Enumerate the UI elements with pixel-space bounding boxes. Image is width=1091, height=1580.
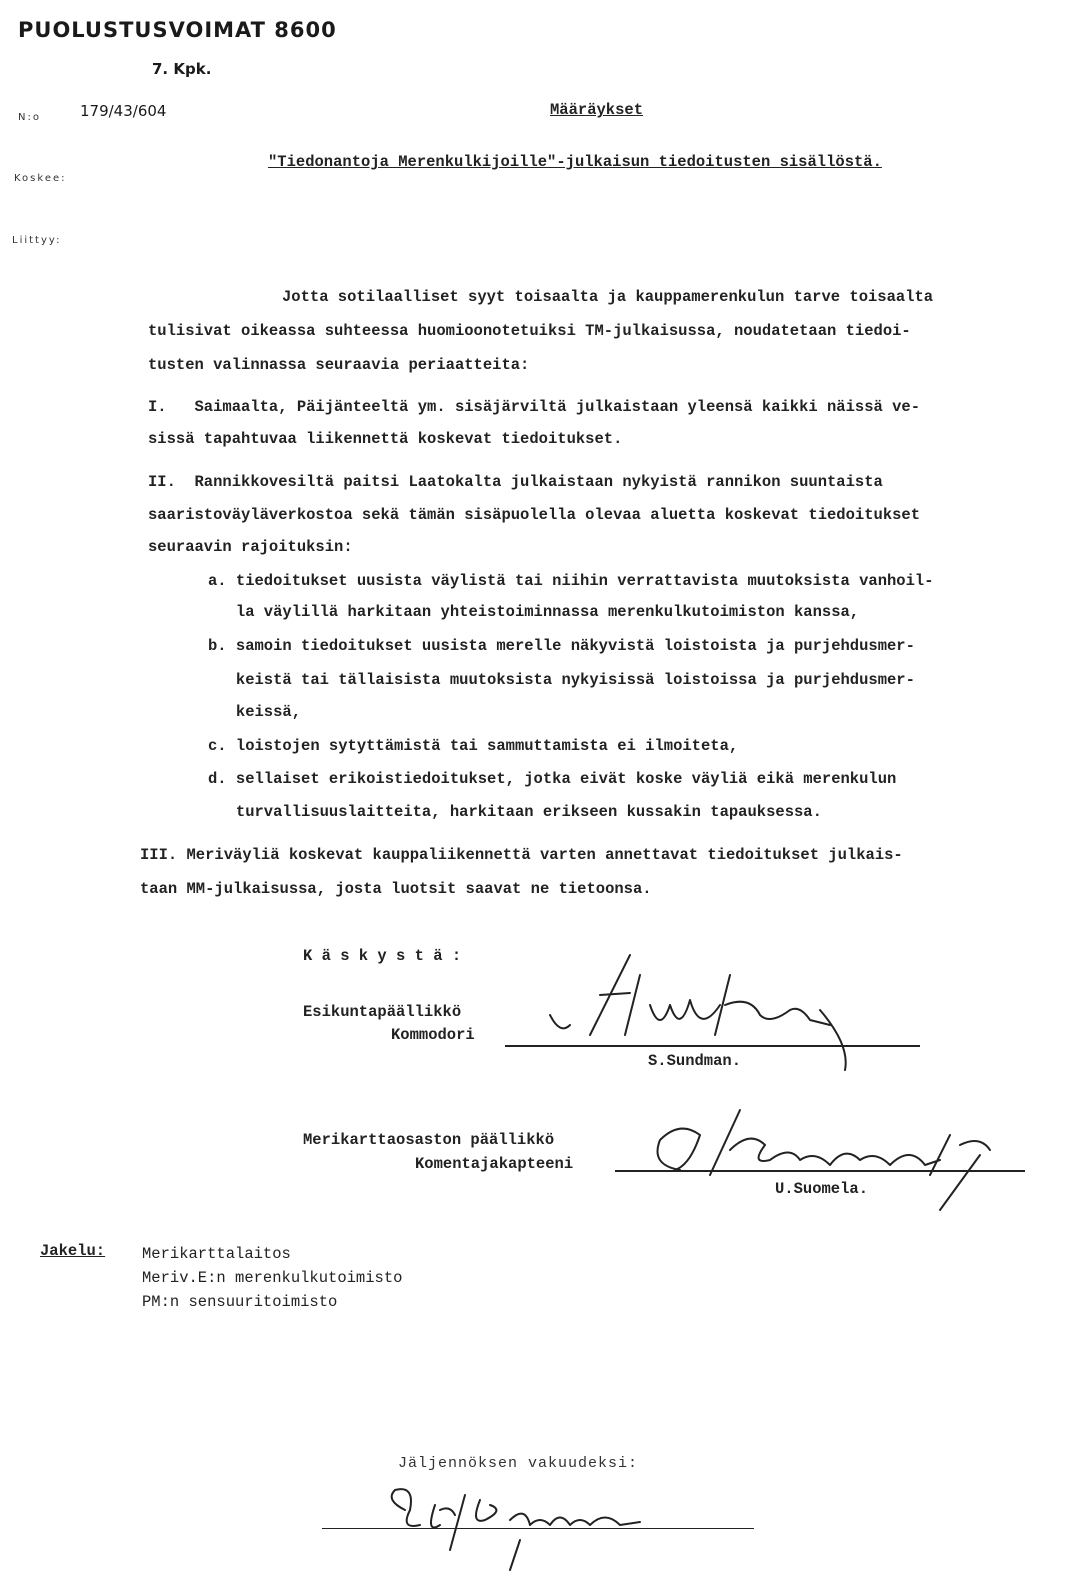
signer-2-rank: Komentajakapteeni — [415, 1155, 574, 1173]
item-a-line: a. tiedoitukset uusista väylistä tai niihin verrattavista muutoksista vanhoil- — [208, 572, 934, 590]
item-b-line: keistä tai tällaisista muutoksista nykyisissä loistoissa ja purjehdusmer- — [208, 671, 915, 689]
distribution-label: Jakelu: — [40, 1242, 106, 1260]
signature-sundman — [530, 945, 890, 1075]
section-2-line: seuraavin rajoituksin: — [148, 538, 353, 556]
signer-2-name: U.Suomela. — [775, 1180, 869, 1198]
certification-text: Jäljennöksen vakuudeksi: — [398, 1455, 639, 1472]
intro-line: Jotta sotilaalliset syyt toisaalta ja kauppamerenkulun tarve toisaalta — [282, 288, 934, 306]
item-a-line: la väylillä harkitaan yhteistoiminnassa merenkulkutoimiston kanssa, — [208, 603, 860, 621]
section-2-line: saaristoväyläverkostoa sekä tämän sisäpuolella olevaa aluetta koskevat tiedoitukset — [148, 506, 921, 524]
organization-name: PUOLUSTUSVOIMAT 8600 — [18, 18, 337, 42]
liittyy-label: Liittyy: — [12, 235, 62, 246]
signature-suomela — [640, 1105, 1010, 1225]
document-number: 179/43/604 — [80, 102, 167, 120]
document-subject: "Tiedonantoja Merenkulkijoille"-julkaisun tiedoitusten sisällöstä. — [268, 153, 882, 171]
section-3-line: taan MM-julkaisussa, josta luotsit saavat ne tietoonsa. — [140, 880, 652, 898]
item-b-line: b. samoin tiedoitukset uusista merelle näkyvistä loistoista ja purjehdusmer- — [208, 637, 915, 655]
signer-1-name: S.Sundman. — [648, 1052, 742, 1070]
signer-1-rank: Kommodori — [391, 1026, 475, 1044]
koskee-label: Koskee: — [14, 173, 67, 184]
document-type: Määräykset — [550, 101, 644, 119]
item-b-line: keissä, — [208, 703, 302, 721]
intro-line: tusten valinnassa seuraavia periaatteita: — [148, 356, 530, 374]
unit-name: 7. Kpk. — [152, 60, 212, 78]
signer-1-title: Esikuntapäällikkö — [303, 1003, 462, 1021]
item-d-line: d. sellaiset erikoistiedoitukset, jotka eivät koske väyliä eikä merenkulun — [208, 770, 897, 788]
command-phrase: K ä s k y s t ä : — [303, 947, 462, 965]
section-1-line: I. Saimaalta, Päijänteeltä ym. sisäjärviltä julkaistaan yleensä kaikki näissä ve- — [148, 398, 921, 416]
distribution-recipient: PM:n sensuuritoimisto — [142, 1293, 338, 1311]
distribution-recipient: Merikarttalaitos — [142, 1245, 291, 1263]
section-1-line: sissä tapahtuvaa liikennettä koskevat tiedoitukset. — [148, 430, 623, 448]
intro-line: tulisivat oikeassa suhteessa huomioonotetuiksi TM-julkaisussa, noudatetaan tiedoi- — [148, 322, 911, 340]
item-c-line: c. loistojen sytyttämistä tai sammuttamista ei ilmoiteta, — [208, 737, 739, 755]
signer-2-title: Merikarttaosaston päällikkö — [303, 1131, 555, 1149]
item-d-line: turvallisuuslaitteita, harkitaan erikseen kussakin tapauksessa. — [208, 803, 822, 821]
section-3-line: III. Meriväyliä koskevat kauppaliikennettä varten annettavat tiedoitukset julkais- — [140, 846, 903, 864]
section-2-line: II. Rannikkovesiltä paitsi Laatokalta julkaistaan nykyistä rannikon suuntaista — [148, 473, 883, 491]
signature-certifier — [380, 1480, 670, 1575]
distribution-recipient: Meriv.E:n merenkulkutoimisto — [142, 1269, 403, 1287]
number-label: N:o — [18, 112, 41, 123]
